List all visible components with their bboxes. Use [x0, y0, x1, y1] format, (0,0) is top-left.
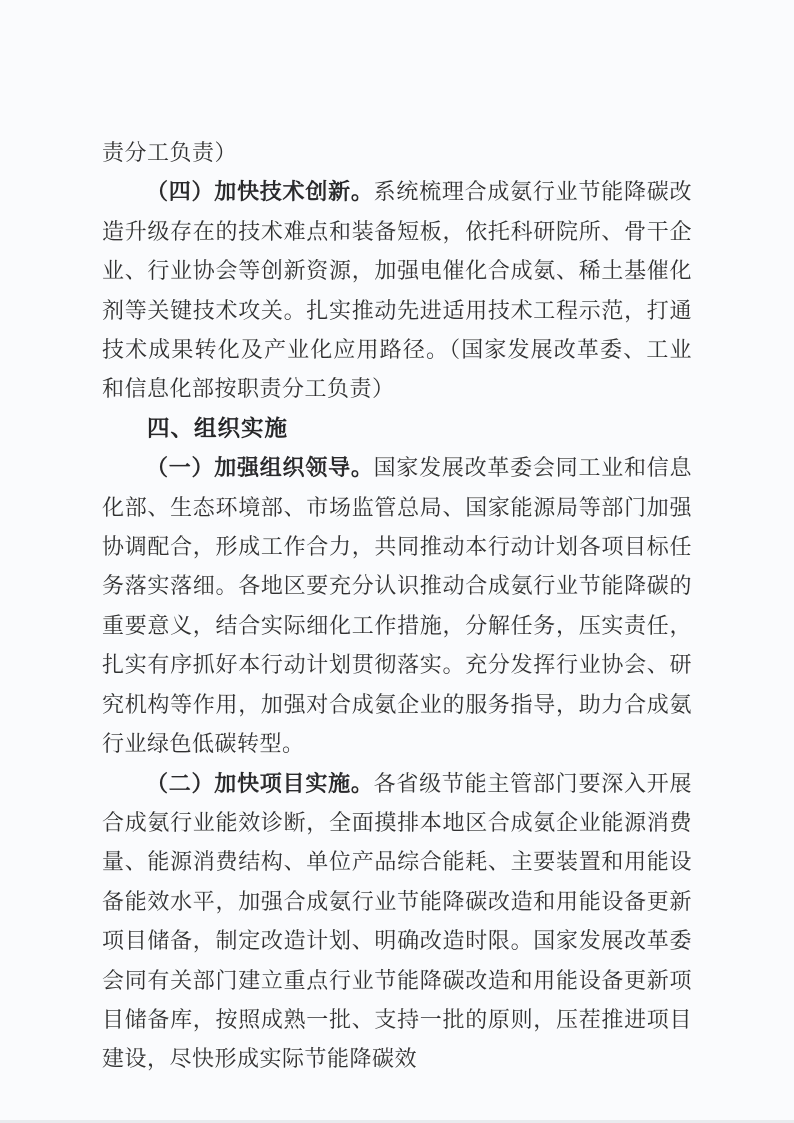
- paragraph-lead: （一）加强组织领导。: [146, 455, 374, 481]
- document-body: [102, 133, 692, 1079]
- section-heading: 四、组织实施: [147, 415, 289, 441]
- paragraph: （一）加强组织领导。国家发展改革委会同工业和信息化部、生态环境部、市场监管总局、国家能源局等部门加强协调配合，形成工作合力，共同推动本行动计划各项目标任务落实落细。各地区要充分认识推动合成氨行业节能降碳的重要意义，结合实际细化工作措施，分解任务，压实责任，扎实有序抓好本行动计划贯彻落实。充分发挥行业协会、研究机构等作用，加强对合成氨企业的服务指导，助力合成氨行业绿色低碳转型。: [102, 455, 692, 757]
- paragraph-continuation: 责分工负责）: [102, 140, 238, 165]
- paragraph-lead: （二）加快项目实施。: [146, 770, 374, 796]
- paragraph-lead: （四）加快技术创新。: [146, 179, 374, 205]
- paragraph: （四）加快技术创新。系统梳理合成氨行业节能降碳改造升级存在的技术难点和装备短板，依托科研院所、骨干企业、行业协会等创新资源，加强电催化合成氨、稀土基催化剂等关键技术攻关。扎实推动先进适用技术工程示范，打通技术成果转化及产业化应用路径。（国家发展改革委、工业和信息化部按职责分工负责）: [102, 179, 692, 402]
- paragraph: （二）加快项目实施。各省级节能主管部门要深入开展合成氨行业能效诊断，全面摸排本地区合成氨企业能源消费量、能源消费结构、单位产品综合能耗、主要装置和用能设备能效水平，加强合成氨行业节能降碳改造和用能设备更新项目储备，制定改造计划、明确改造时限。国家发展改革委会同有关部门建立重点行业节能降碳改造和用能设备更新项目储备库，按照成熟一批、支持一批的原则，压茬推进项目建设，尽快形成实际节能降碳效: [102, 770, 692, 1072]
